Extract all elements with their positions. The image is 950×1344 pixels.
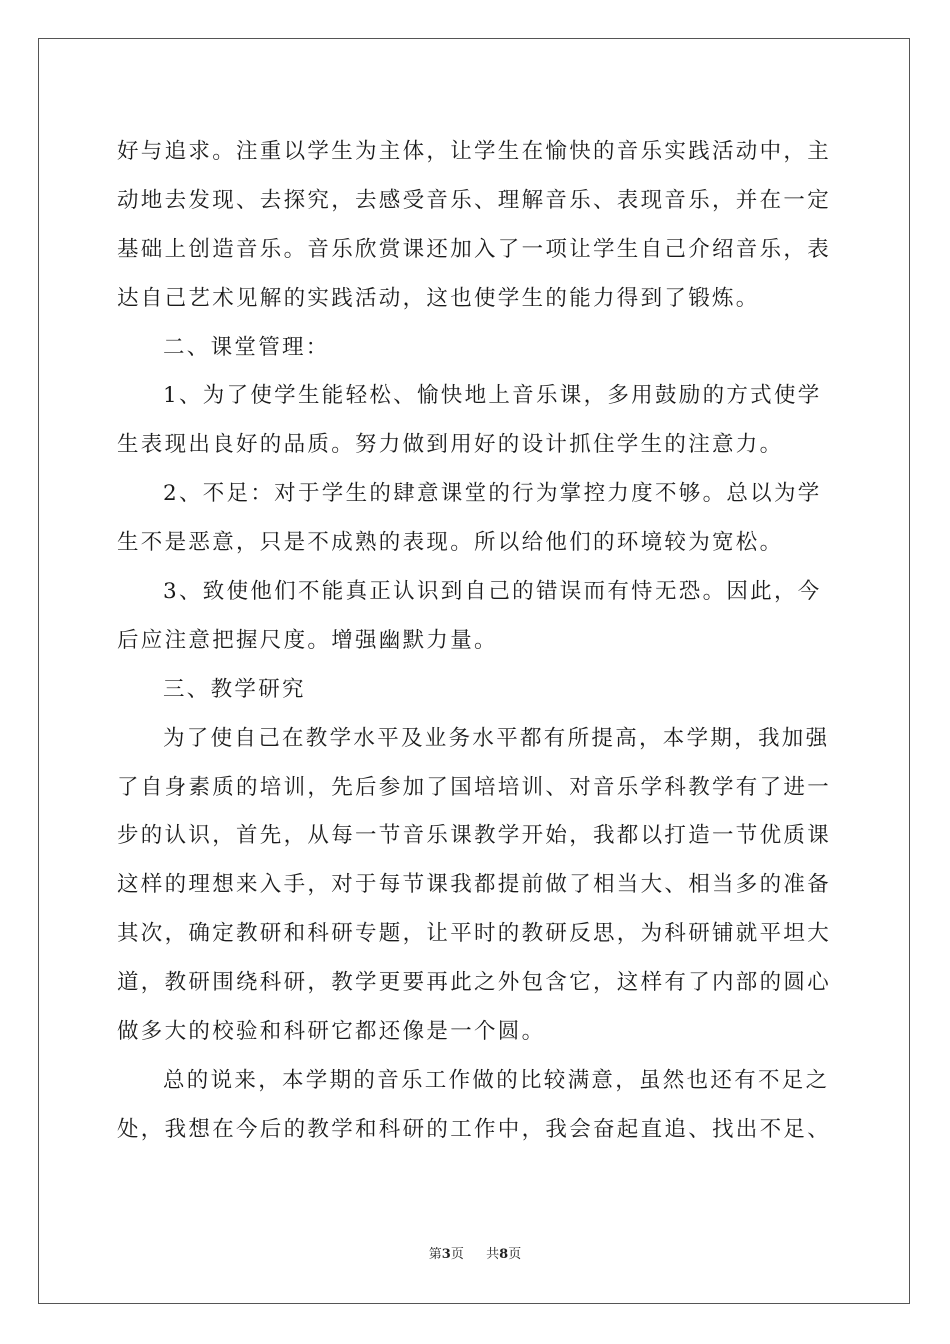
text-line: 1、为了使学生能轻松、愉快地上音乐课，多用鼓励的方式使学 — [163, 383, 822, 409]
text-line: 动地去发现、去探究，去感受音乐、理解音乐、表现音乐，并在一定 — [117, 187, 832, 213]
section-heading: 二、课堂管理： — [163, 334, 330, 360]
text-line: 2、不足：对于学生的肆意课堂的行为掌控力度不够。总以为学 — [163, 481, 822, 507]
page-number-suffix: 页 — [450, 1247, 464, 1262]
text-line: 生表现出良好的品质。努力做到用好的设计抓住学生的注意力。 — [117, 432, 784, 458]
text-line: 后应注意把握尺度。增强幽默力量。 — [117, 627, 498, 653]
text-line: 3、致使他们不能真正认识到自己的错误而有恃无恐。因此，今 — [163, 579, 822, 605]
text-line: 处，我想在今后的教学和科研的工作中，我会奋起直追、找出不足、 — [117, 1116, 832, 1142]
text-line: 达自己艺术见解的实践活动，这也使学生的能力得到了锻炼。 — [117, 285, 760, 311]
page-total-prefix: 共 — [486, 1247, 500, 1262]
text-line: 生不是恶意，只是不成熟的表现。所以给他们的环境较为宽松。 — [117, 530, 784, 556]
page-number-prefix: 第 — [428, 1247, 442, 1262]
section-heading: 三、教学研究 — [163, 676, 306, 702]
text-line: 这样的理想来入手，对于每节课我都提前做了相当大、相当多的准备 — [117, 872, 832, 898]
page-footer — [0, 1246, 950, 1264]
text-line: 好与追求。注重以学生为主体，让学生在愉快的音乐实践活动中，主 — [117, 139, 832, 164]
text-line: 为了使自己在教学水平及业务水平都有所提高，本学期，我加强 — [163, 725, 830, 751]
text-line: 了自身素质的培训，先后参加了国培培训、对音乐学科教学有了进一 — [117, 774, 832, 800]
text-line: 其次，确定教研和科研专题，让平时的教研反思，为科研铺就平坦大 — [117, 921, 832, 947]
page-total: 8 — [499, 1247, 509, 1262]
page-current: 3 — [441, 1247, 451, 1262]
text-line: 做多大的校验和科研它都还像是一个圆。 — [117, 1019, 546, 1045]
page-total-suffix: 页 — [508, 1247, 522, 1262]
text-line: 步的认识，首先，从每一节音乐课教学开始，我都以打造一节优质课 — [117, 823, 832, 849]
document-body — [117, 128, 837, 1155]
text-line: 基础上创造音乐。音乐欣赏课还加入了一项让学生自己介绍音乐，表 — [117, 236, 832, 262]
text-line: 道，教研围绕科研，教学更要再此之外包含它，这样有了内部的圆心 — [117, 970, 832, 996]
text-line: 总的说来，本学期的音乐工作做的比较满意，虽然也还有不足之 — [163, 1067, 830, 1093]
